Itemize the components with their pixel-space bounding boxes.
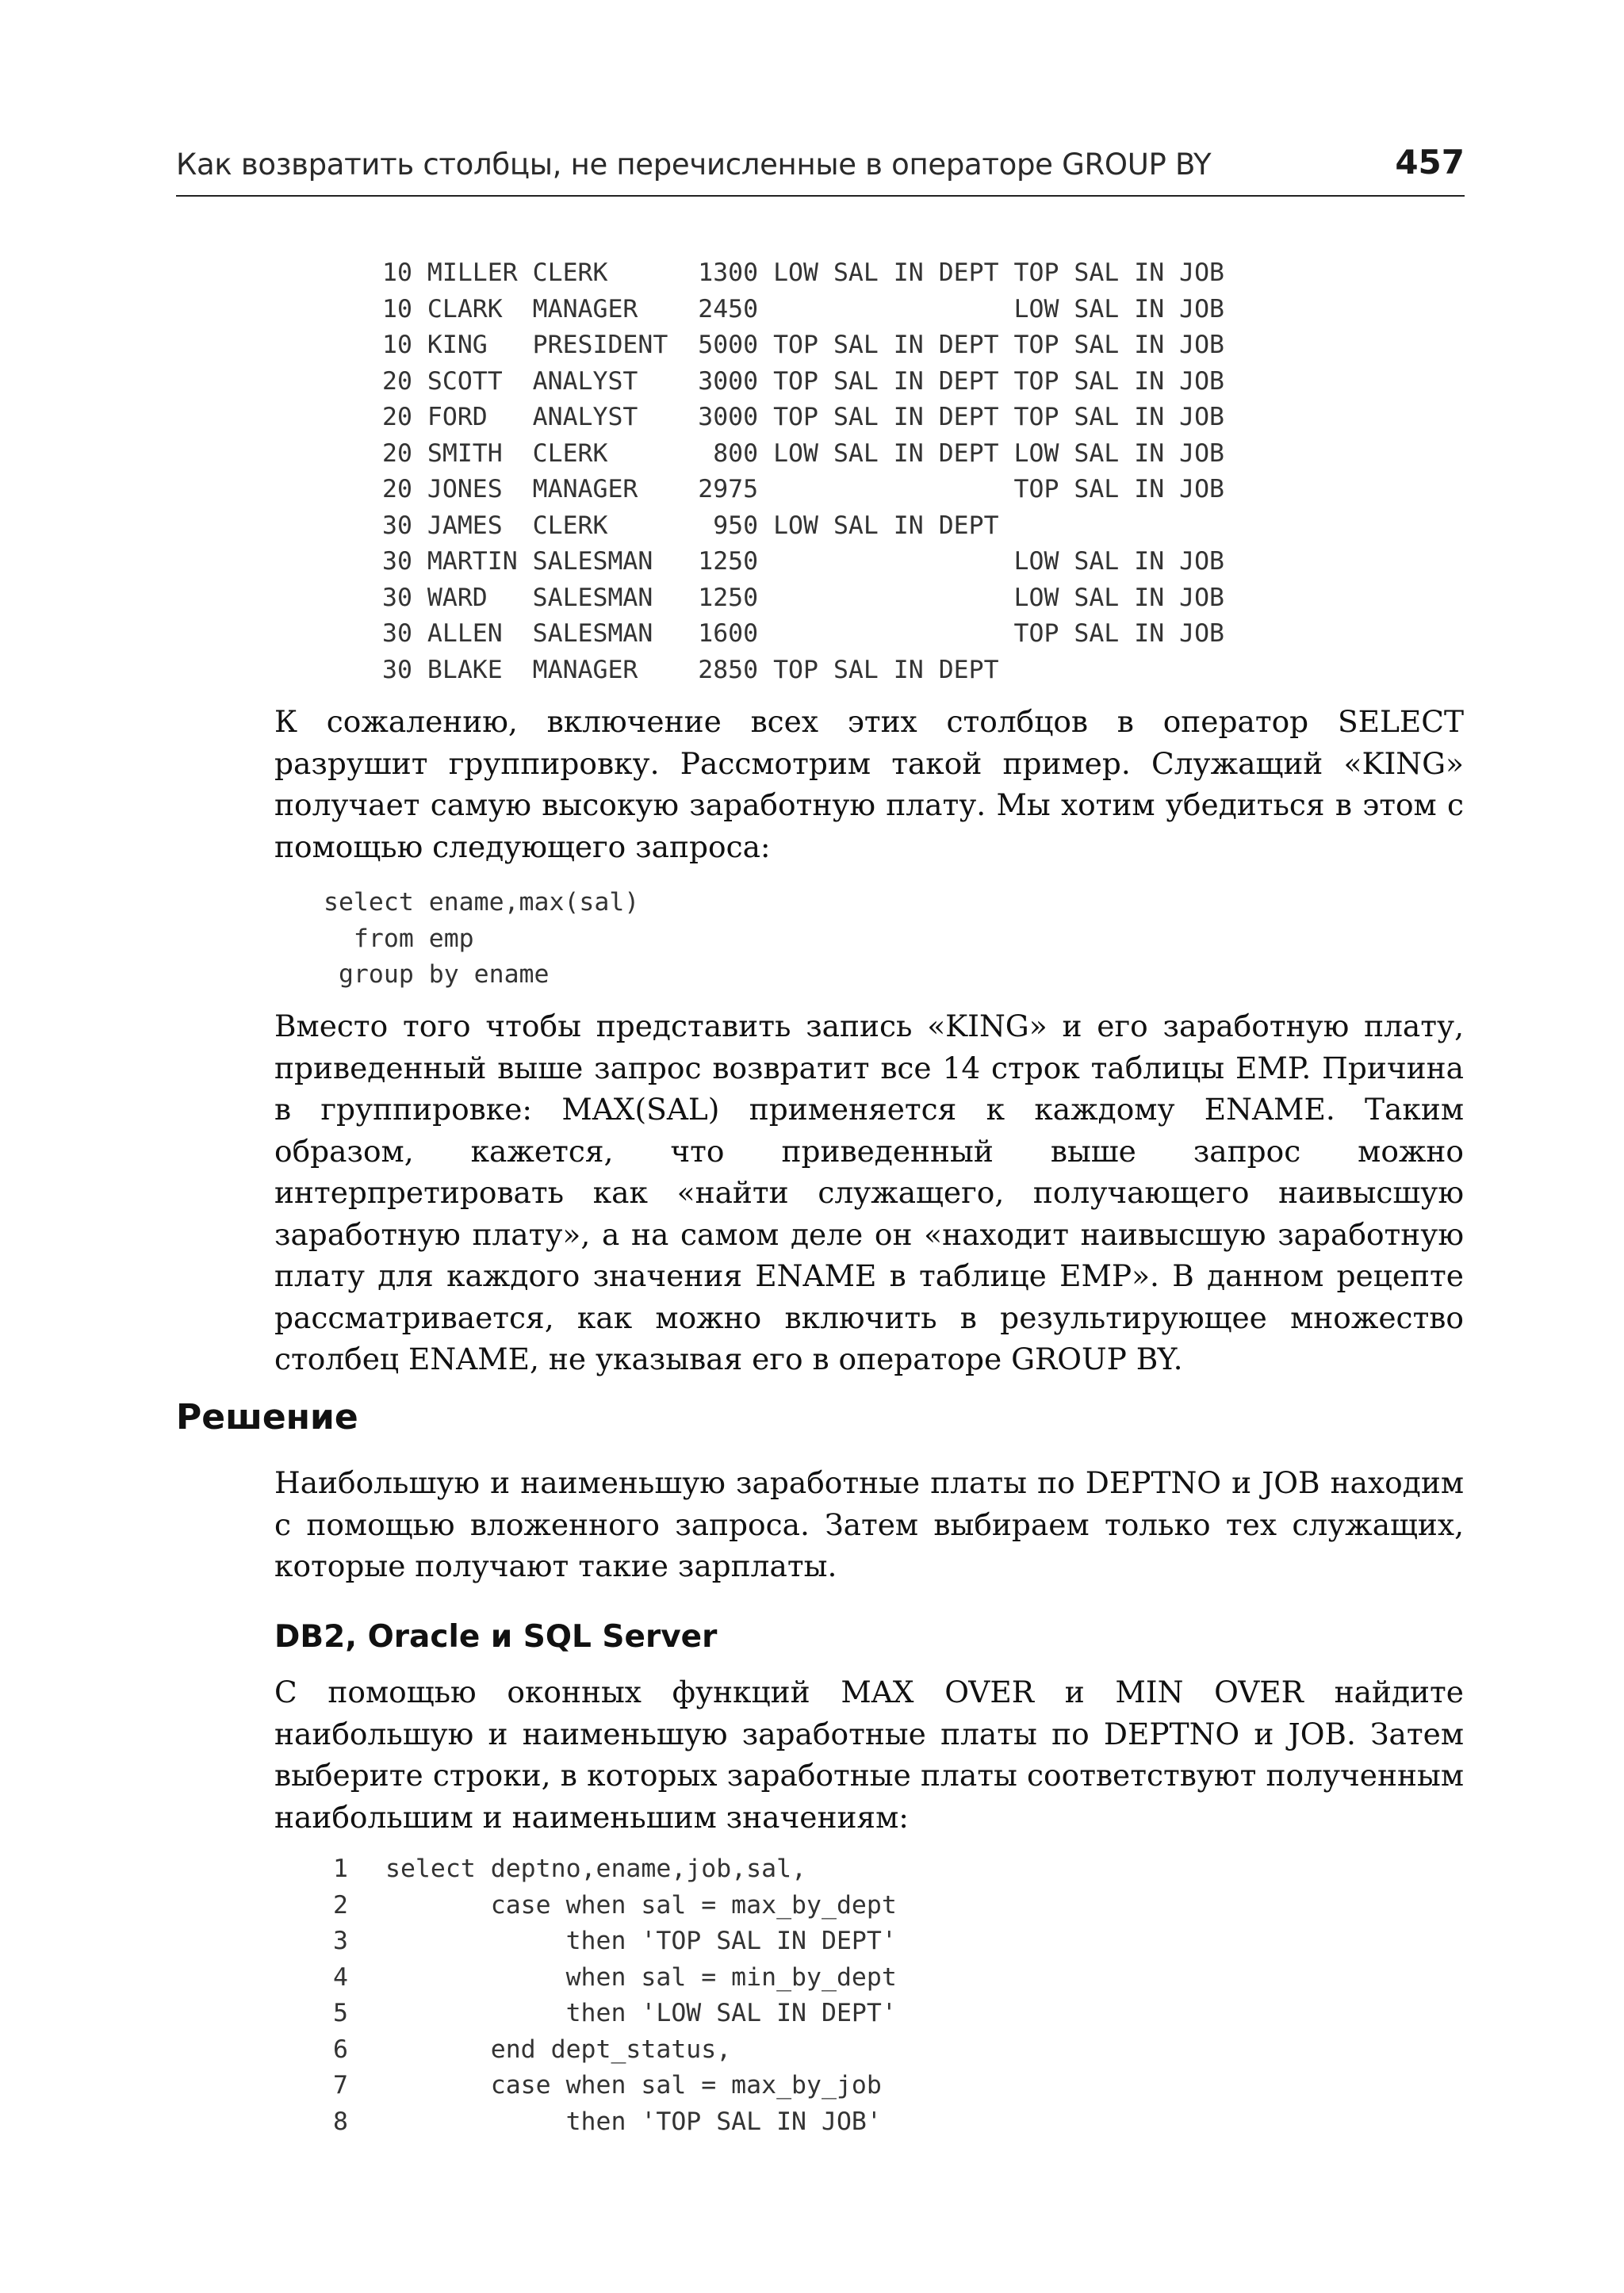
line-number: 1 (333, 1855, 348, 1883)
result-row: 10 KING PRESIDENT 5000 TOP SAL IN DEPT TOP SAL IN JOB (382, 331, 1225, 359)
subsection-heading: DB2, Oracle и SQL Server (274, 1619, 718, 1655)
code-text: when sal = min_by_dept (385, 1962, 897, 1992)
result-row: 20 JONES MANAGER 2975 TOP SAL IN JOB (382, 475, 1225, 503)
code-line (333, 1851, 897, 1888)
code-line (333, 1996, 897, 2032)
line-number: 2 (333, 1890, 348, 1920)
paragraph-explanation: Вместо того чтобы представить запись «KING» и его заработную плату, приведенный выше запрос возвратит все 14 строк таблицы EMP. Причина в группировке: MAX(SAL) применяется к каждому ENAME. Таким образом, кажется, что приведенный выше запрос можно интерпретировать как «найти служащего, получающего наивысшую заработную плату», а на самом деле он «находит наивысшую заработную плату для каждого значения ENAME в таблице EMP». В данном рецепте рассматривается, как можно включить в результирующее множество столбец ENAME, не указывая его в операторе GROUP BY. (274, 1009, 1464, 1376)
code-text: case when sal = max_by_job (385, 2071, 882, 2100)
code-line (333, 2068, 897, 2104)
result-row: 30 WARD SALESMAN 1250 LOW SAL IN JOB (382, 583, 1225, 612)
paragraph-intro: К сожалению, включение всех этих столбцов в оператор SELECT разрушит группировку. Рассмотрим такой пример. Служащий «KING» получает самую высокую заработную плату. Мы хотим убедиться в этом с помощью следующего запроса: (274, 704, 1464, 864)
code-text: select deptno,ename,job,sal, (385, 1855, 807, 1883)
code-line (333, 2032, 897, 2069)
result-row: 30 BLAKE MANAGER 2850 TOP SAL IN DEPT (382, 655, 999, 684)
code-text: then 'TOP SAL IN DEPT' (385, 1927, 897, 1955)
paragraph-window-functions: С помощью оконных функций MAX OVER и MIN OVER найдите наибольшую и наименьшую заработные платы по DEPTNO и JOB. Затем выберите строки, в которых заработные платы соответствуют полученным наибольшим и наименьшим значениям: (274, 1675, 1464, 1835)
line-number: 4 (333, 1962, 348, 1992)
code-line: select ename,max(sal) (324, 888, 640, 917)
line-number: 3 (333, 1927, 348, 1955)
result-row: 20 SCOTT ANALYST 3000 TOP SAL IN DEPT TOP SAL IN JOB (382, 366, 1225, 396)
line-number: 5 (333, 1999, 348, 2027)
code-line (333, 1924, 897, 1960)
code-text: end dept_status, (385, 2035, 732, 2064)
result-row: 20 FORD ANALYST 3000 TOP SAL IN DEPT TOP SAL IN JOB (382, 403, 1225, 431)
running-header (176, 143, 1465, 197)
line-number: 8 (333, 2107, 348, 2136)
result-row: 30 ALLEN SALESMAN 1600 TOP SAL IN JOB (382, 619, 1225, 648)
code-line (333, 1960, 897, 1996)
code-text: then 'LOW SAL IN DEPT' (385, 1999, 897, 2027)
line-number: 6 (333, 2035, 348, 2064)
result-row: 20 SMITH CLERK 800 LOW SAL IN DEPT LOW SAL IN JOB (382, 438, 1225, 468)
query-example (324, 885, 639, 993)
code-line (333, 2104, 897, 2141)
line-number: 7 (333, 2071, 348, 2100)
code-line: from emp (324, 924, 474, 953)
result-row: 30 JAMES CLERK 950 LOW SAL IN DEPT (382, 511, 999, 540)
paragraph-solution: Наибольшую и наименьшую заработные платы по DEPTNO и JOB находим с помощью вложенного запроса. Затем выбираем только тех служащих, которые получают такие зарплаты. (274, 1465, 1464, 1583)
running-header-title: Как возвратить столбцы, не перечисленные в операторе GROUP BY (176, 147, 1212, 182)
result-row: 30 MARTIN SALESMAN 1250 LOW SAL IN JOB (382, 547, 1225, 576)
section-heading: Решение (176, 1397, 358, 1437)
code-text: then 'TOP SAL IN JOB' (385, 2107, 882, 2136)
result-table (382, 255, 1224, 688)
page-number: 457 (1395, 143, 1465, 182)
code-text: case when sal = max_by_dept (385, 1890, 897, 1920)
result-row: 10 CLARK MANAGER 2450 LOW SAL IN JOB (382, 294, 1225, 323)
result-row: 10 MILLER CLERK 1300 LOW SAL IN DEPT TOP SAL IN JOB (382, 258, 1225, 287)
solution-code (333, 1851, 897, 2140)
code-line (333, 1888, 897, 1924)
code-line: group by ename (324, 960, 550, 989)
